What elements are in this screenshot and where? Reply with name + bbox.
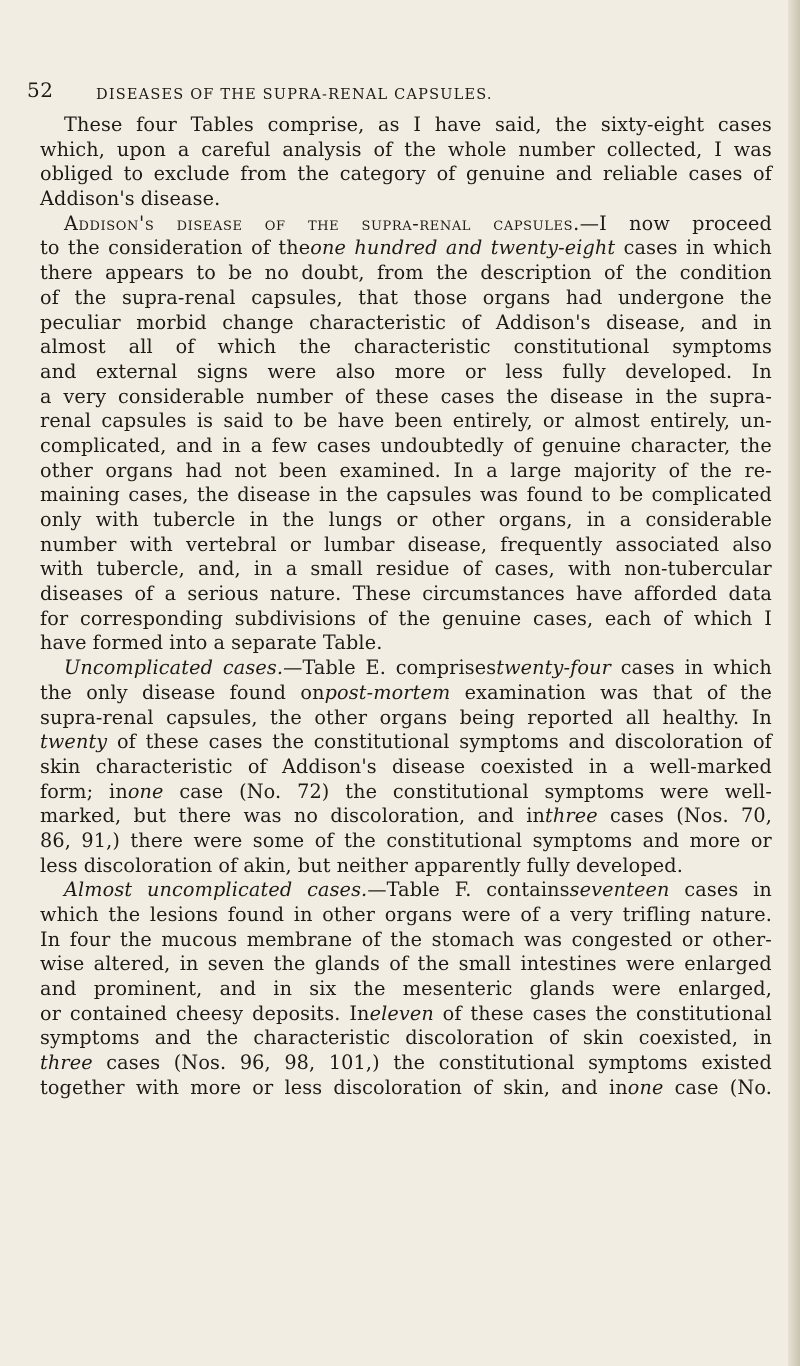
text-line: These four Tables comprise, as I have said, the sixty-eight cases [64, 113, 772, 136]
text-line: have formed into a separate Table. [40, 631, 383, 655]
text-line: renal capsules is said to be have been entirely, or almost entirely, un- [40, 409, 772, 433]
text-line: which, upon a careful analysis of the whole number collected, I was [40, 137, 772, 161]
text-line: Addison's disease of the supra-renal capsules.—I now proceed [64, 211, 772, 235]
text-line: obliged to exclude from the category of genuine and reliable cases of [40, 162, 772, 186]
page-edge-shadow [788, 0, 800, 1366]
text-line: Almost uncomplicated cases.—Table F. containsseventeen cases in [64, 878, 772, 902]
text-line: for corresponding subdivisions of the genuine cases, each of which I [40, 606, 772, 630]
text-line: supra-renal capsules, the other organs being reported all healthy. In [40, 705, 772, 729]
text-line: only with tubercle in the lungs or other organs, in a considerable [40, 508, 772, 531]
text-line: number with vertebral or lumbar disease, frequently associated also [40, 532, 772, 556]
text-line: less discoloration of akin, but neither apparently fully developed. [40, 853, 683, 877]
text-line: marked, but there was no discoloration, and inthree cases (Nos. 70, [40, 804, 772, 828]
page-number: 52 [27, 78, 54, 102]
text-line: which the lesions found in other organs were of a very trifling nature. [40, 903, 772, 926]
text-line: skin characteristic of Addison's disease coexisted in a well-marked [40, 754, 772, 778]
text-line: together with more or less discoloration of skin, and inone case (No. [40, 1075, 772, 1099]
text-line: maining cases, the disease in the capsules was found to be complicated [40, 483, 772, 507]
text-line: there appears to be no doubt, from the description of the condition [40, 261, 772, 285]
body-text [40, 113, 772, 1101]
text-line: a very considerable number of these cases the disease in the supra- [40, 384, 772, 408]
running-head: DISEASES OF THE SUPRA-RENAL CAPSULES. [96, 87, 493, 103]
text-line: wise altered, in seven the glands of the small intestines were enlarged [40, 952, 772, 976]
text-line: form; inone case (No. 72) the constitutional symptoms were well- [40, 779, 772, 803]
text-line: twenty of these cases the constitutional symptoms and discoloration of [40, 730, 772, 754]
text-line: three cases (Nos. 96, 98, 101,) the constitutional symptoms existed [40, 1051, 772, 1075]
text-line: and prominent, and in six the mesenteric glands were enlarged, [40, 977, 772, 1001]
text-line: complicated, and in a few cases undoubtedly of genuine character, the [40, 433, 772, 457]
text-line: diseases of a serious nature. These circumstances have afforded data [40, 582, 772, 606]
text-line: the only disease found onpost-mortem examination was that of the [40, 680, 772, 704]
text-line: almost all of which the characteristic constitutional symptoms [40, 335, 772, 359]
text-line: Addison's disease. [40, 187, 221, 211]
text-line: or contained cheesy deposits. Ineleven of these cases the constitutional [40, 1001, 772, 1025]
text-line: peculiar morbid change characteristic of Addison's disease, and in [40, 310, 772, 334]
text-line: and external signs were also more or less fully developed. In [40, 359, 772, 383]
text-line: to the consideration of theone hundred and twenty-eight cases in which [40, 236, 772, 260]
text-line: In four the mucous membrane of the stomach was congested or other- [40, 927, 772, 951]
text-line: with tubercle, and, in a small residue of cases, with non-tubercular [40, 557, 772, 581]
text-line: of the supra-renal capsules, that those organs had undergone the [40, 285, 772, 309]
text-line: Uncomplicated cases.—Table E. comprisestwenty-four cases in which [64, 656, 772, 680]
text-line: other organs had not been examined. In a large majority of the re- [40, 458, 772, 482]
text-line: symptoms and the characteristic discoloration of skin coexisted, in [40, 1026, 772, 1050]
text-line: 86, 91,) there were some of the constitutional symptoms and more or [40, 828, 772, 852]
